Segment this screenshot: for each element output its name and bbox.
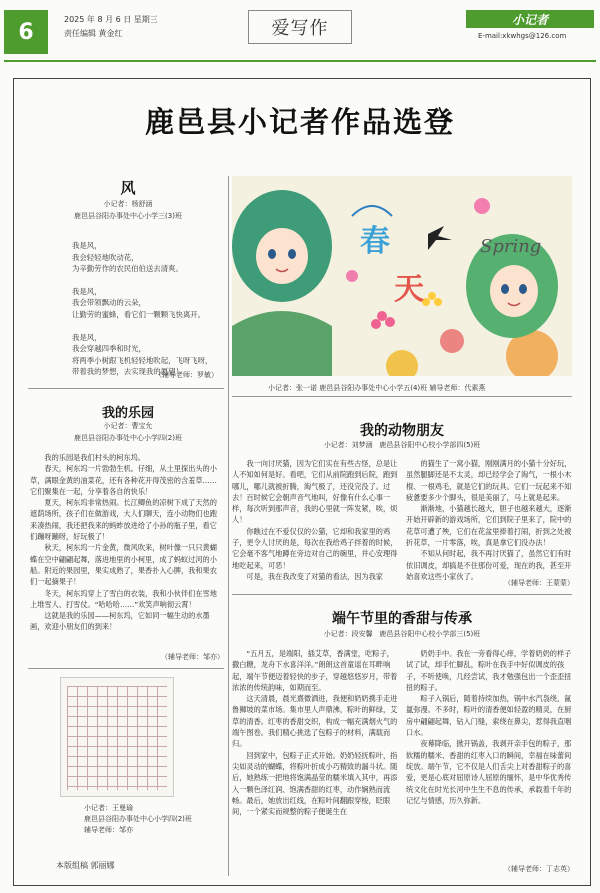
paragraph: 奶奶手中。我在一旁看得心痒，学着奶奶的样子试了试，却手忙脚乱，粽叶在我手中好似调皮的孩子，不听使唤，几经尝试，我才勉强包出一个歪歪扭扭的粽子。 [406,649,572,692]
feng-tutor: （辅导老师：罗敏） [155,371,218,379]
animals-col2 [406,458,574,582]
dragon-col1 [232,648,398,817]
paragraph: “五月五，是端阳，插艾草，香满堂，吃粽子，撒白糖，龙舟下水喜洋洋。”朗朗这首童谣在耳畔响起，端午节便迈着轻快的步子，穿越悠悠岁月，带着浓浓的传统韵味，如期而至。 [232,649,398,692]
copybook-photo [60,677,174,797]
paragraph: 夜幕降临，掀开锅盖，我剥开亲手包的粽子，那软糯的糯米、香甜的红枣入口的瞬间，幸福在味蕾间绽放。端午节，它不仅是人们舌尖上对香甜粽子的喜爱，更是心底对屈原诗人屈原的缅怀，是中华优秀传统文化在时光长河中生生不息的传承，承载着千年的记忆与情感，历久弥新。 [406,739,572,805]
paragraph: 我一向讨厌猫，因为它们实在有些古怪，总是让人不知如何是好。看吧，它们从前院跑到后院，跑到哪儿，哪儿就被折腾，淘气极了，还没完没了。过去！百时候它会朝声音气地叫，好像有什么心事一样，每次听到那声音，我的心里就一阵发紧，唉，烦人！ [232,459,398,525]
animals-school: 鹿邑县谷阳中心校小学部四(5)班 [379,441,481,449]
feng-school: 鹿邑县谷阳办事处中心小学三(3)班 [74,212,182,220]
animals-col1 [232,458,398,582]
poem-line: 带着我的梦想，去实现我的愿望！ [72,367,183,377]
copybook-caption-author: 小记者：王曼瑜 [84,804,133,812]
poem-line: 我是风， [72,241,102,250]
poster-char-day: 天 [394,272,424,307]
dragon-col2 [406,648,574,806]
paragraph: 的猫生了一窝小猫，刚刚满月的小猫十分好玩，虽然腿脚还是不太灵，却已经学会了淘气，一根小木棍、一根鸡毛，就是它们的玩具。它们一玩起来不知疲惫要多少个脚头，很是美丽了，马上就是起来。 [406,459,572,502]
copybook-caption-tutor: 辅导老师：邹亦 [84,826,133,834]
dragon-tutor: （辅导老师：丁志英） [504,865,574,873]
divider [28,668,224,669]
animals-byline [232,440,572,450]
column-title-text: 爱写作 [271,18,329,39]
paragraph: 渐渐地，小猫越长越大，胆子也越来越大，逐渐开始开辟新的游戏场所，它们到院子里来了，院中的花草可遭了殃，它们在花盆里捧着打闹，折到之处被折花草，一片零落，唉，真是拿它们没办法！ [406,504,572,548]
brand-banner [466,10,594,28]
paradise-school: 鹿邑县谷阳办事处中心小学四(2)班 [74,434,182,442]
poem-line: 让勤劳的蜜蜂，看它们一颗颗飞快离开。 [72,309,206,319]
paragraph: 可是，我在我改变了对猫的看法，因为我家 [246,571,383,581]
poem-line: 我会轻轻地吹动花， [72,252,139,262]
poster-spring-word: Spring [480,236,542,257]
paragraph: 粽子入锅后，随着持续加热，锅中水汽袅绕，氤氲弥漫。不多时，粽叶的清香便如轻盈的精灵，在厨房中翩翩起舞，钻入门缝，索绕在鼻尖，惹得我直咽口水。 [406,694,572,738]
paradise-body [30,452,224,633]
poster-char-spring: 春 [360,224,390,259]
animals-author: 小记者：刘梦涵 [323,441,373,449]
issue-date: 2025 年 8 月 6 日 星期三 [64,15,158,24]
paragraph: 春天，柯东坞一片勃勃生机。仔细，从土里探出头的小草，满眼金黄的油菜花，还有各种花开得茂密的含羞草……它们聚集在一起，分享着各自的快乐！ [30,464,217,496]
poem-line: 我会穿越四季和时光， [72,344,146,354]
paradise-author: 小记者：曹宝允 [103,422,153,430]
divider [232,396,572,397]
divider [232,594,572,595]
copybook-grid [67,686,167,790]
copybook-caption-school: 鹿邑县谷阳办事处中心小学四(2)班 [84,815,192,823]
column-title [248,10,352,44]
feng-title: 风 [120,179,136,197]
paragraph: 回到家中，包粽子正式开始。奶奶轻抚粽叶，指尖如灵动的蝴蝶，将粽叶折成小巧精致的漏斗状。随后，她熟练一把地将饱满晶莹的糯米填入其中，再添入一颗色泽红润、饱满香甜的红枣，动作娴熟而流畅。最后，她放出红线，在粽叶间翻跟穿梭，眨眼间，一个紧实而规整的粽子便诞生在 [232,750,398,817]
poem-line: 将两季小树跟飞机轻轻地吹起，飞呀飞呀， [72,355,213,365]
divider [28,388,224,389]
editor-credit: 本版组稿 郭丽娜 [56,861,115,870]
responsible-editor: 责任编辑 黄金红 [64,29,123,38]
paragraph: 夏天，柯东坞非常热闹。长江鲫鱼的凉树下成了天然的遮荫场所，孩子们在做游戏，大人们聊天，连小动物们也跑来凑热闹，我还把我来的蚂蚱放进给了小孙的瓶子里，看它们蹦呀蹦呀，好玩极了！ [30,498,217,542]
feng-poem [72,240,222,378]
paragraph: 我的乐园是我们村头的柯东坞。 [44,453,146,462]
poem-line: 我会带领飘动的云朵， [72,298,146,308]
poem-line: 为辛勤劳作的农民伯伯送去清爽。 [72,264,183,274]
dragon-title: 端午节里的香甜与传承 [332,611,472,627]
animals-tutor: （辅导老师：王蒙蒙） [504,579,574,587]
paragraph: 这就是我的乐园——柯东坞，它如同一幅生动的水墨画，欢迎小朋友们的到来！ [30,611,210,632]
contact-email[interactable]: E-mail:xkwhgs@126.com [478,32,567,40]
brand-text: 小记者 [511,12,548,27]
poem-line: 我是风， [72,332,102,342]
paragraph: 不知从何时起，我不再讨厌猫了，虽然它们有时依旧调皮，却搞是不住那份可爱，现在的我，甚至开始喜欢这些小家伙了。 [406,549,572,581]
header-rule [4,60,596,62]
paragraph: 冬天，柯东坞穿上了雪白的衣装，我和小伙伴们在雪地上堆雪人、打雪仗。“哈哈哈……”欢笑声响彻云霄！ [30,588,217,609]
paradise-tutor: （辅导老师：邹亦） [161,653,224,661]
dragon-author: 小记者：段安馨 [323,630,373,638]
poster-caption: 小记者：张一诺 鹿邑县谷阳办事处中心小学五(4)班 辅导老师：代素燕 [268,384,486,392]
page-header [0,0,600,66]
paragraph: 你瞧过在不爱仅仅的公猫，它却和我家里的鸡子，更令人讨厌的是，每次在我给鸡子拌着的时候，它会毫不客气地蹲在旁边对自己的碗里，并心安理得地吃起来，可恶！ [232,526,398,570]
page-number: 6 [4,10,48,54]
paragraph: 秋天，柯东坞一片金黄，微风吹来，树叶像一只只黄蝴蝶在空中翩翩起舞，落进地里的小柯里，成了蚂蚁过河的小船。附近的果园里，果实成熟了，果香扑入心脾，我和果农们一起摘果子！ [30,543,217,587]
poem-line: 我是风， [72,286,102,296]
feng-author: 小记者：杨舒涵 [103,200,153,208]
paragraph: 这天清晨，晨光熹微洒进，我便和奶奶携手走进鲁狮坡的菜市场。集市里人声鼎沸，粽叶的鲜绿，艾草的清香。红枣的香甜交织，构成一幅充满烟火气的端午图卷。我们精心挑选了包粽子的材料，满载而归。 [232,694,398,749]
dragon-byline [232,629,572,639]
animals-title: 我的动物朋友 [360,423,444,439]
spring-poster [232,176,572,376]
column-divider [228,176,229,876]
main-title: 鹿邑县小记者作品选登 [144,105,455,139]
dragon-school: 鹿邑县谷阳中心校小学部三(5)班 [379,630,481,638]
paradise-title: 我的乐园 [101,406,154,421]
